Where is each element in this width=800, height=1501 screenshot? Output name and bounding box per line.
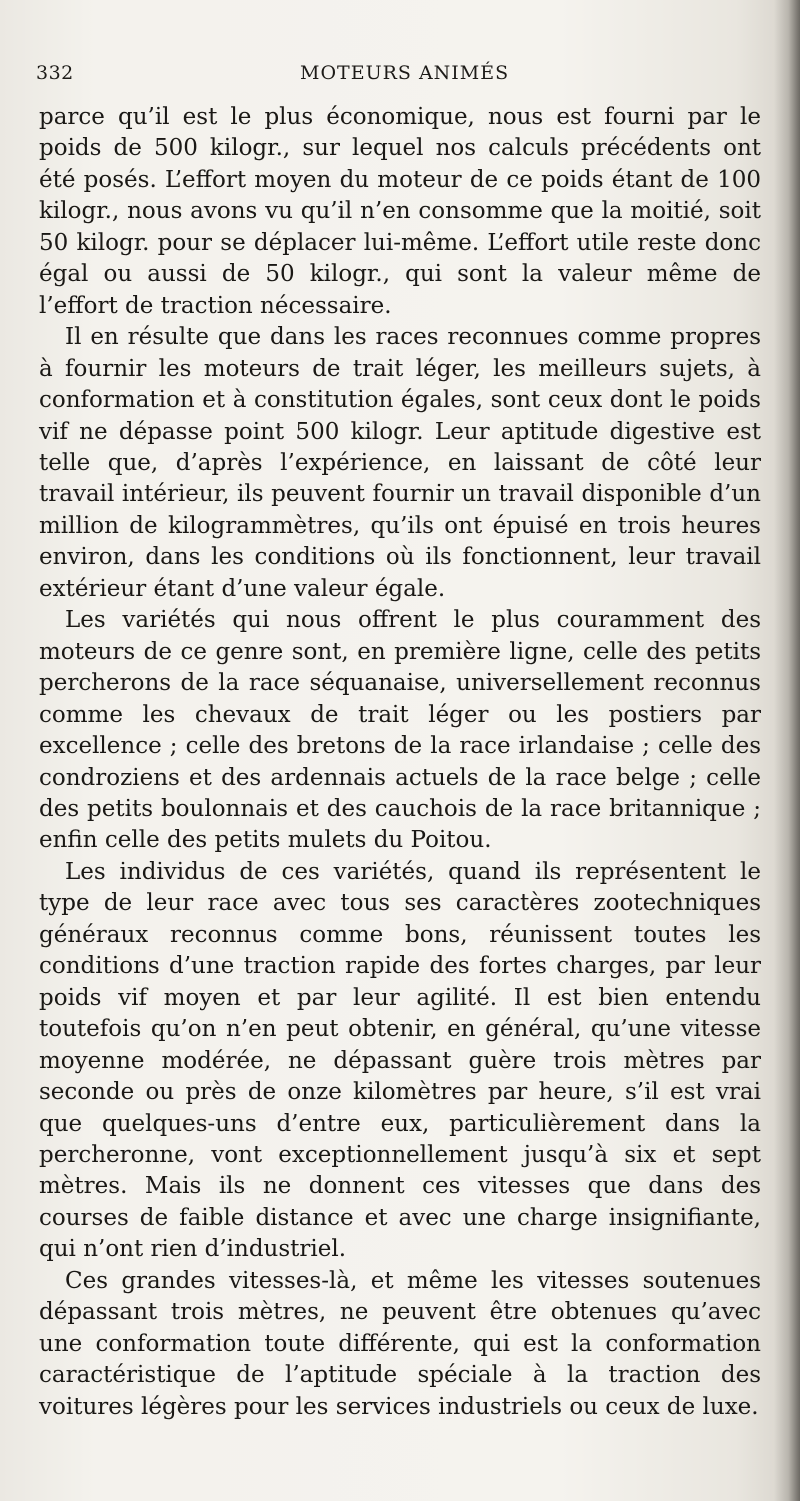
paragraph-2: Il en résulte que dans les races reconnues comme propres à fournir les moteurs de trait léger, les meilleurs sujets, à conformation et à constitution égales, sont ceux dont le poids vif ne dépasse point 500 kilogr. Leur aptitude digestive est telle que, d’après l’expérience, en laissant de côté leur travail intérieur, ils peuvent fournir un travail disponible d’un million de kilogrammètres, qu’ils ont épuisé en trois heures environ, dans les conditions où ils fonctionnent, leur travail extérieur étant d’une valeur égale. (39, 324, 761, 602)
page-header (36, 58, 756, 88)
page-number: 332 (36, 62, 74, 84)
spine-shadow (774, 0, 800, 1501)
paragraph-3: Les variétés qui nous offrent le plus couramment des moteurs de ce genre sont, en première ligne, celle des petits percherons de la race séquanaise, universellement reconnus comme les chevaux de trait léger ou les postiers par excellence ; celle des bretons de la race irlandaise ; celle des condroziens et des ardennais actuels de la race belge ; celle des petits boulonnais et des cauchois de la race britannique ; enfin celle des petits mulets du Poitou. (39, 607, 761, 854)
paragraph-5: Ces grandes vitesses-là, et même les vitesses soutenues dépassant trois mètres, ne peuvent être obtenues qu’avec une conformation toute différente, qui est la conformation caractéristique de l’aptitude spéciale à la traction des voitures légères pour les services industriels ou ceux de luxe. (39, 1267, 761, 1420)
running-head: MOTEURS ANIMÉS (300, 62, 510, 84)
body-text (39, 102, 761, 1423)
paragraph-1: parce qu’il est le plus économique, nous est fourni par le poids de 500 kilogr., sur lequel nos calculs précédents ont été posés. L’effort moyen du moteur de ce poids étant de 100 kilogr., nous avons vu qu’il n’en consomme que la moitié, soit 50 kilogr. pour se déplacer lui-même. L’effort utile reste donc égal ou aussi de 50 kilogr., qui sont la valeur même de l’effort de traction nécessaire. (39, 104, 761, 319)
paragraph-4: Les individus de ces variétés, quand ils représentent le type de leur race avec tous ses caractères zootechniques généraux reconnus comme bons, réunissent toutes les conditions d’une traction rapide des fortes charges, par leur poids vif moyen et par leur agilité. Il est bien entendu toutefois qu’on n’en peut obtenir, en général, qu’une vitesse moyenne modérée, ne dépassant guère trois mètres par seconde ou près de onze kilomètres par heure, s’il est vrai que quelques-uns d’entre eux, particulièrement dans la percheronne, vont exceptionnellement jusqu’à six et sept mètres. Mais ils ne donnent ces vitesses que dans des courses de faible distance et avec une charge insignifiante, qui n’ont rien d’industriel. (39, 858, 761, 1263)
